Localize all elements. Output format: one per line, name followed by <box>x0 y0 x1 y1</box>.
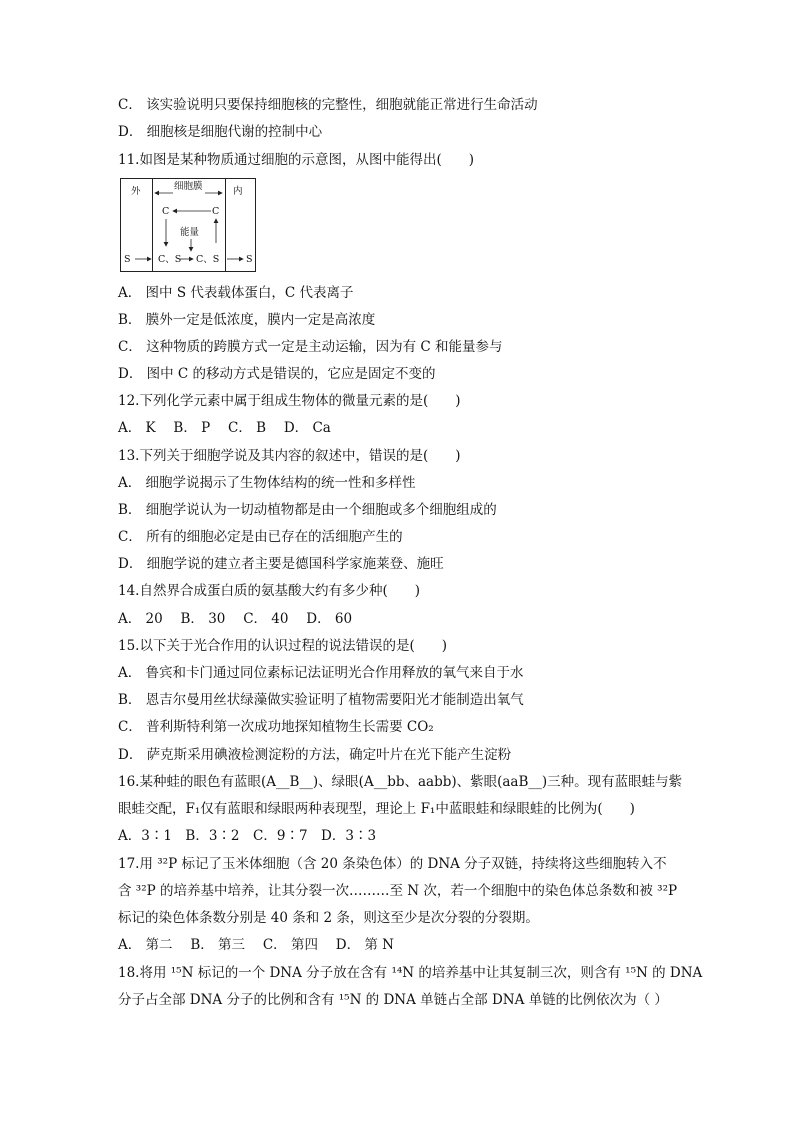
option-15c: C． 普利斯特利第一次成功地探知植物生长需要 CO₂ <box>118 719 434 735</box>
question-15: 15.以下关于光合作用的认识过程的说法错误的是( ) <box>118 638 448 654</box>
option-10d: D． 细胞核是细胞代谢的控制中心 <box>118 124 323 140</box>
option-11a: A． 图中 S 代表载体蛋白，C 代表离子 <box>118 285 354 301</box>
option-15d: D． 萨克斯采用碘液检测淀粉的方法，确定叶片在光下能产生淀粉 <box>118 747 512 763</box>
question-18-line2: 分子占全部 DNA 分子的比例和含有 ¹⁵N 的 DNA 单链占全部 DNA 单链的比例依次为（ ） <box>118 992 668 1008</box>
question-16-line1: 16.某种蛙的眼色有蓝眼(A__B__)、绿眼(A__bb、aabb)、紫眼(aaB__)三种。现有蓝眼蛙与紫 <box>118 774 683 790</box>
question-16-line2: 眼蛙交配，F₁仅有蓝眼和绿眼两种表现型，理论上 F₁中蓝眼蛙和绿眼蛙的比例为( ) <box>118 801 635 817</box>
question-18-line1: 18.将用 ¹⁵N 标记的一个 DNA 分子放在含有 ¹⁴N 的培养基中让其复制三次，则含有 ¹⁵N 的 DNA <box>118 965 703 981</box>
outside-label: 外 <box>131 186 141 197</box>
option-13a: A． 细胞学说揭示了生物体结构的统一性和多样性 <box>118 475 416 491</box>
option-15b: B． 恩吉尔曼用丝状绿藻做实验证明了植物需要阳光才能制造出氧气 <box>118 692 524 708</box>
option-15a: A． 鲁宾和卡门通过同位素标记法证明光合作用释放的氧气来自于水 <box>118 665 524 681</box>
membrane-transport-diagram <box>120 178 256 272</box>
cs-right: C、S <box>196 254 220 265</box>
option-13b: B． 细胞学说认为一切动植物都是由一个细胞或多个细胞组成的 <box>118 502 497 518</box>
question-13: 13.下列关于细胞学说及其内容的叙述中，错误的是( ) <box>118 448 461 464</box>
question-17-line2: 含 ³²P 的培养基中培养，让其分裂一次………至 N 次，若一个细胞中的染色体总条数和被 ³²P <box>118 883 678 899</box>
question-17-line1: 17.用 ³²P 标记了玉米体细胞（含 20 条染色体）的 DNA 分子双链，持续将这些细胞转入不 <box>118 856 667 872</box>
options-16: A．3∶1 B．3∶2 C．9∶7 D．3∶3 <box>118 828 377 844</box>
options-14: A． 20 B． 30 C． 40 D． 60 <box>118 611 353 627</box>
question-12: 12.下列化学元素中属于组成生物体的微量元素的是( ) <box>118 393 461 409</box>
membrane-label: 细胞膜 <box>174 181 203 192</box>
carrier-c-right: C <box>212 206 220 217</box>
option-13c: C． 所有的细胞必定是由已存在的活细胞产生的 <box>118 529 403 545</box>
s-inside: S <box>246 254 253 265</box>
question-17-line3: 标记的染色体条数分别是 40 条和 2 条，则这至少是次分裂的分裂期。 <box>118 910 539 926</box>
question-14: 14.自然界合成蛋白质的氨基酸大约有多少种( ) <box>118 583 421 599</box>
inside-label: 内 <box>233 186 243 197</box>
options-12: A． K B． P C． B D． Ca <box>118 420 331 436</box>
option-10c: C． 该实验说明只要保持细胞核的完整性，细胞就能正常进行生命活动 <box>118 97 538 113</box>
option-11b: B． 膜外一定是低浓度，膜内一定是高浓度 <box>118 312 376 328</box>
option-11c: C． 这种物质的跨膜方式一定是主动运输，因为有 C 和能量参与 <box>118 339 503 355</box>
option-13d: D． 细胞学说的建立者主要是德国科学家施莱登、施旺 <box>118 556 444 572</box>
energy-label: 能量 <box>180 227 200 238</box>
question-11: 11.如图是某种物质通过细胞的示意图，从图中能得出( ) <box>118 152 475 168</box>
option-11d: D． 图中 C 的移动方式是错误的，它应是固定不变的 <box>118 366 436 382</box>
carrier-c-left: C <box>162 206 170 217</box>
cs-left: C、S <box>158 254 182 265</box>
s-outside: S <box>124 254 131 265</box>
options-17: A． 第二 B． 第三 C． 第四 D． 第 N <box>118 937 394 953</box>
